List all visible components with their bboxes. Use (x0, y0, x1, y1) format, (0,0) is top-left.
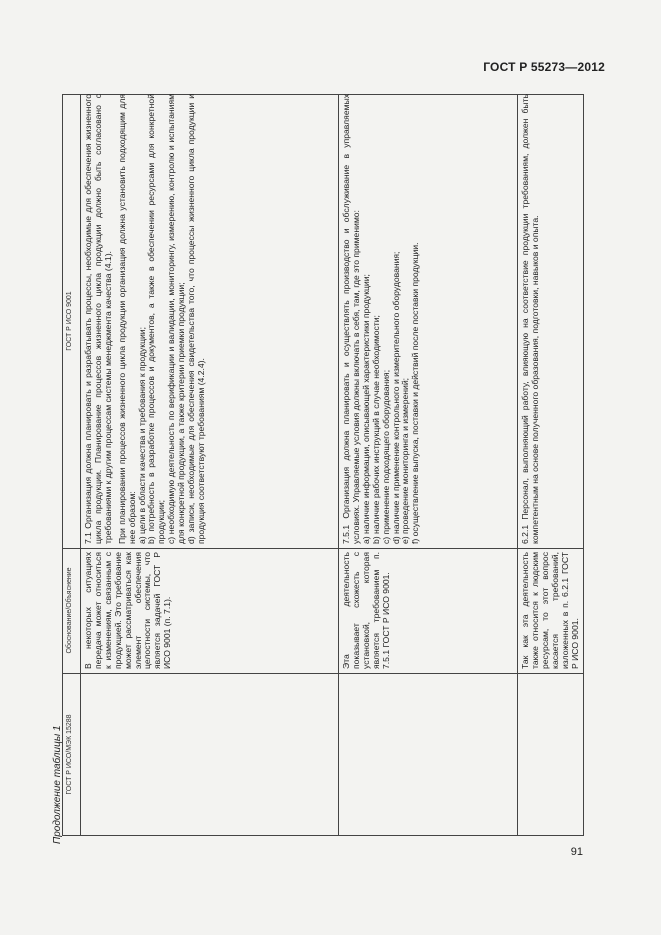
clause-7-1-item-d: d) записи, необходимые для обеспечения свидетельства того, что процессы жизненного цикла продукции и продукция соответствуют требованиям (4.2.4). (186, 94, 206, 544)
clause-7-5-1-item-c: c) применение подходящего оборудования; (380, 369, 391, 544)
clause-7-1-planning: При планировании процессов жизненного цикла продукции организация должна установить подходящим для нее образом: (116, 94, 137, 544)
iso9001-clause-7-1 (84, 94, 334, 544)
iso9001-clause-6-2-1 (521, 94, 581, 544)
column-header-gost-9001: ГОСТ Р ИСО 9001 (66, 291, 73, 351)
clause-7-5-1-item-b: b) наличие рабочих инструкций в случае необходимости; (370, 315, 381, 544)
clause-7-1-intro: 7.1 Организация должна планировать и разрабатывать процессы, необходимые для обеспечения жизненного цикла продукции. Планирование процессов жизненного цикла продукции должно быть согласовано с требованиями к другим процессам системы менеджмента качества (4.1). (83, 94, 113, 544)
clause-7-5-1-intro: 7.5.1 Организация должна планировать и осуществлять производство и обслуживание в управляемых условиях. Управляемые условия должны включать в себя, там, где это применимо: (341, 94, 361, 544)
page-number: 91 (570, 846, 583, 858)
row-divider-2 (517, 94, 518, 836)
column-header-gost-15288: ГОСТ Р ИСО/МЭК 15288 (66, 714, 73, 795)
clause-7-5-1-item-a: a) наличие информации, описывающей характеристики продукции; (360, 274, 371, 544)
header-row-divider (80, 94, 81, 836)
clause-7-5-1-item-f: f) осуществление выпуска, поставки и действий после поставки продукции. (410, 242, 421, 544)
justification-cell-1: В некоторых ситуациях передача может относиться к изменениям, связанным с продукцией. Это требование может рассматриваться как элемент обеспечения целостности системы, что является задачей ГОСТ Р ИСО 9001 (п. 7.1). (83, 552, 173, 669)
column-header-justification: Обоснование/Объяснение (66, 567, 73, 654)
clause-6-2-1-text: 6.2.1 Персонал, выполняющий работу, влияющую на соответствие продукции требованиям, должен быть компетентным на основе полученного образования, подготовки, навыков и опыта. (520, 94, 540, 544)
row-divider-1 (338, 94, 339, 836)
clause-7-1-item-b: b) потребность в разработке процессов и документов, а также в обеспечении ресурсами для конкретной продукции; (146, 94, 167, 544)
clause-7-5-1-item-d: d) наличие и применение контрольного и измерительного оборудования; (390, 251, 401, 544)
justification-cell-2: Эта деятельность показывает схожесть с установкой, которая является требованием п. 7.5.1 ГОСТ Р ИСО 9001. (341, 552, 391, 669)
column-divider-2-3 (62, 548, 584, 549)
clause-7-1-item-a: a) цели в области качества и требования к продукции; (136, 327, 147, 544)
justification-cell-3: Так как эта деятельность также относится к людским ресурсам, то этот вопрос касается требований, изложенных в п. 6.2.1 ГОСТ Р ИСО 9001. (520, 552, 580, 669)
clause-7-5-1-item-e: e) проведение мониторинга и измерений; (400, 377, 411, 544)
document-id: ГОСТ Р 55273—2012 (483, 60, 605, 74)
column-divider-1-2 (62, 673, 584, 674)
clause-7-1-item-c: c) необходимую деятельность по верификации и валидации, мониторингу, измерению, контролю и испытаниям для конкретной продукции, а также критерии приемки продукции; (166, 94, 187, 544)
iso9001-clause-7-5-1 (342, 94, 514, 544)
table-caption: Продолжение таблицы 1 (52, 725, 63, 844)
